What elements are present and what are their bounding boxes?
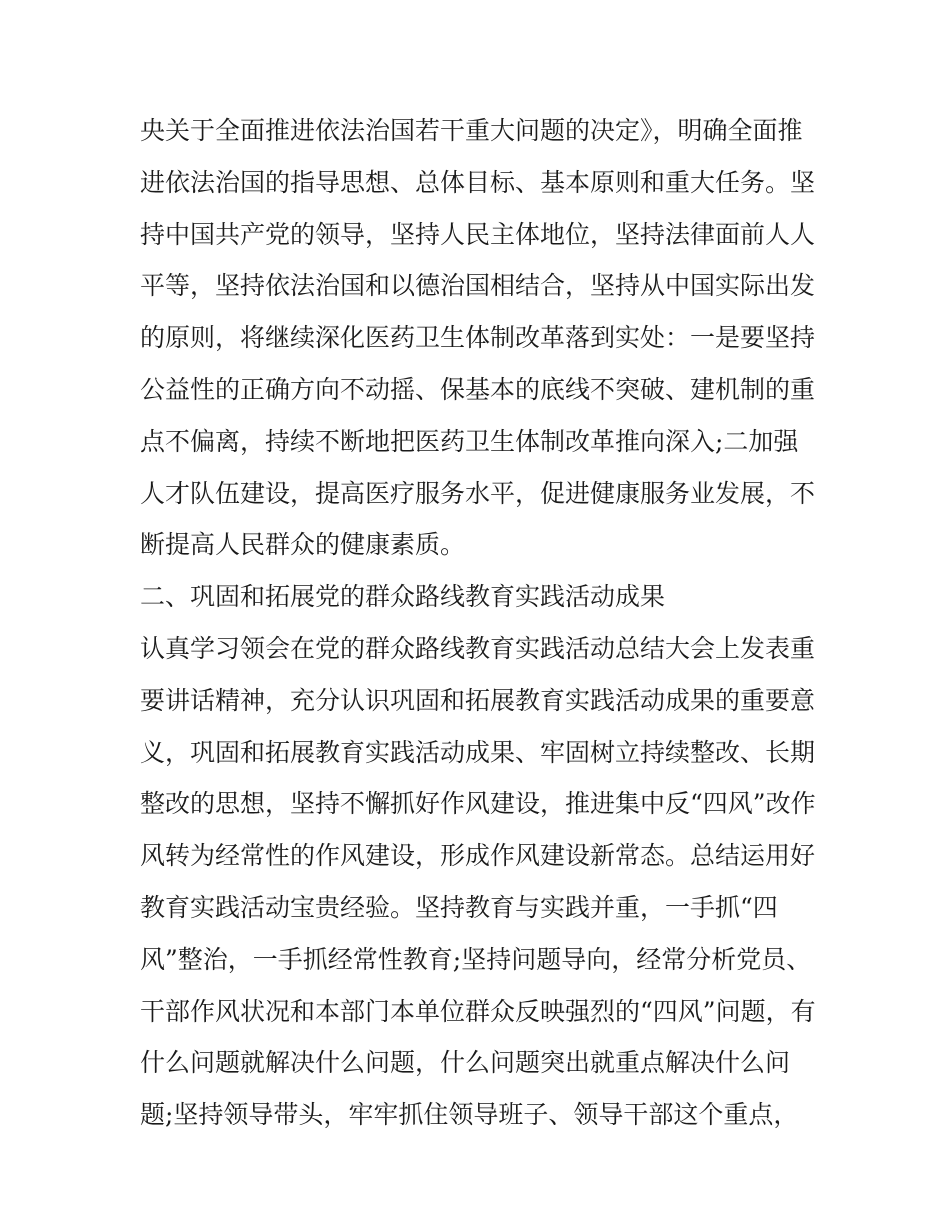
text-line: 干部作风状况和本部门本单位群众反映强烈的“四风”问题，有 [140,996,816,1026]
text-line: 的原则，将继续深化医药卫生体制改革落到实处：一是要坚持 [140,323,816,353]
text-line: 教育实践活动宝贵经验。坚持教育与实践并重，一手抓“四 [140,892,778,922]
text-line: 持中国共产党的领导，坚持人民主体地位，坚持法律面前人人 [140,219,816,249]
text-line: 风”整治，一手抓经常性教育;坚持问题导向，经常分析党员、 [140,944,812,974]
text-line: 要讲话精神，充分认识巩固和拓展教育实践活动成果的重要意 [140,685,816,715]
text-line: 点不偏离，持续不断地把医药卫生体制改革推向深入;二加强 [140,426,799,456]
text-line: 公益性的正确方向不动摇、保基本的底线不突破、建机制的重 [140,374,816,404]
text-line: 断提高人民群众的健康素质。 [140,530,466,560]
document-body [140,105,820,1141]
text-line: 央关于全面推进依法治国若干重大问题的决定》，明确全面推 [140,116,803,145]
text-line: 整改的思想，坚持不懈抓好作风建设，推进集中反“四风”改作 [140,789,816,819]
text-line: 人才队伍建设，提高医疗服务水平，促进健康服务业发展，不 [140,478,816,508]
text-line: 题;坚持领导带头，牢牢抓住领导班子、领导干部这个重点， [140,1100,799,1130]
text-line: 认真学习领会在党的群众路线教育实践活动总结大会上发表重 [140,633,816,663]
text-line: 进依法治国的指导思想、总体目标、基本原则和重大任务。坚 [140,167,816,197]
section-heading: 二、巩固和拓展党的群众路线教育实践活动成果 [140,582,666,612]
text-line: 什么问题就解决什么问题，什么问题突出就重点解决什么问 [140,1048,791,1078]
text-line: 义，巩固和拓展教育实践活动成果、牢固树立持续整改、长期 [140,737,816,767]
text-line: 风转为经常性的作风建设，形成作风建设新常态。总结运用好 [140,841,816,871]
text-line: 平等，坚持依法治国和以德治国相结合，坚持从中国实际出发 [140,271,816,301]
